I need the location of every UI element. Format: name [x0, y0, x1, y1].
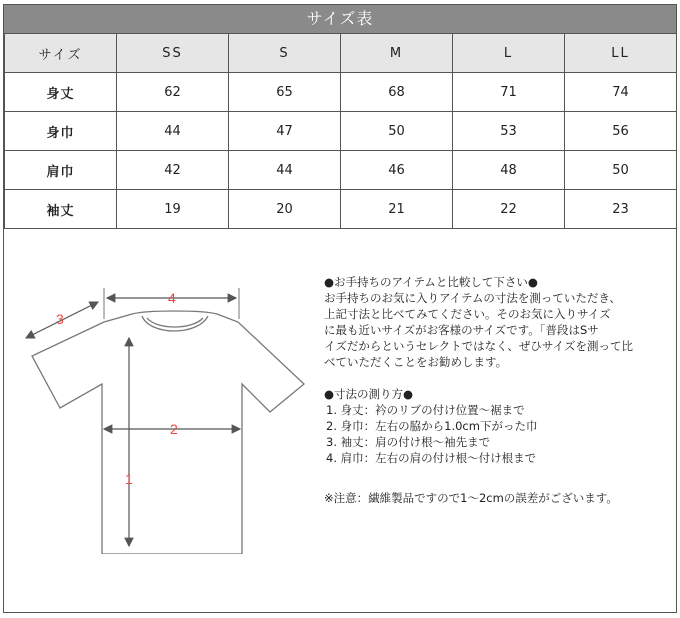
marker-2: 2 — [170, 421, 178, 437]
header-cell: S — [229, 34, 341, 73]
table-cell: 46 — [341, 151, 453, 190]
table-cell: 47 — [229, 112, 341, 151]
marker-3: 3 — [56, 311, 64, 327]
row-label: 身丈 — [5, 73, 117, 112]
row-label: 袖丈 — [5, 190, 117, 229]
table-cell: 48 — [453, 151, 565, 190]
marker-1: 1 — [125, 471, 133, 487]
table-cell: 20 — [229, 190, 341, 229]
measure-item: 3. 袖丈：肩の付け根～袖先まで — [326, 435, 491, 449]
table-row — [5, 112, 677, 151]
table-row — [5, 73, 677, 112]
table-cell: 21 — [341, 190, 453, 229]
table-row — [5, 151, 677, 190]
table-cell: 22 — [453, 190, 565, 229]
caution-note: ※注意：繊維製品ですので1～2cmの誤差がございます。 — [324, 491, 618, 505]
table-cell: 53 — [453, 112, 565, 151]
row-label: 肩巾 — [5, 151, 117, 190]
compare-line: に最も近いサイズがお客様のサイズです。「普段はSサ — [324, 323, 599, 337]
header-cell: M — [341, 34, 453, 73]
header-cell: L — [453, 34, 565, 73]
measurement-notes — [324, 274, 664, 506]
table-cell: 44 — [229, 151, 341, 190]
table-cell: 71 — [453, 73, 565, 112]
marker-4: 4 — [168, 290, 176, 306]
row-label: 身巾 — [5, 112, 117, 151]
table-cell: 50 — [341, 112, 453, 151]
table-cell: 68 — [341, 73, 453, 112]
header-cell: SS — [117, 34, 229, 73]
table-cell: 74 — [565, 73, 677, 112]
compare-line: イズだからというセレクトではなく、ぜひサイズを測って比 — [324, 339, 634, 353]
size-table-header-row — [5, 34, 677, 73]
measure-item: 4. 肩巾：左右の肩の付け根～付け根まで — [326, 451, 537, 465]
measure-item: 2. 身巾：左右の脇から1.0cm下がった巾 — [326, 419, 538, 433]
tshirt-outline — [32, 311, 304, 554]
table-cell: 19 — [117, 190, 229, 229]
table-cell: 23 — [565, 190, 677, 229]
size-chart-frame — [3, 4, 677, 613]
measurement-guide — [4, 234, 676, 612]
compare-line: べていただくことをお勧めします。 — [324, 355, 508, 369]
size-table — [4, 33, 677, 229]
tshirt-diagram — [12, 274, 312, 554]
table-cell: 62 — [117, 73, 229, 112]
compare-line: 上記寸法と比べてみてください。そのお気に入りサイズ — [324, 307, 611, 321]
measure-item: 1. 身丈：衿のリブの付け位置～裾まで — [326, 403, 525, 417]
header-cell: LL — [565, 34, 677, 73]
table-cell: 42 — [117, 151, 229, 190]
table-row — [5, 190, 677, 229]
table-cell: 56 — [565, 112, 677, 151]
size-chart-title: サイズ表 — [4, 5, 676, 33]
table-cell: 65 — [229, 73, 341, 112]
measure-heading: ●寸法の測り方● — [324, 387, 414, 401]
header-cell: サイズ — [5, 34, 117, 73]
compare-heading: ●お手持ちのアイテムと比較して下さい● — [324, 275, 538, 289]
table-cell: 50 — [565, 151, 677, 190]
compare-line: お手持ちのお気に入りアイテムの寸法を測っていただき、 — [324, 291, 621, 305]
table-cell: 44 — [117, 112, 229, 151]
